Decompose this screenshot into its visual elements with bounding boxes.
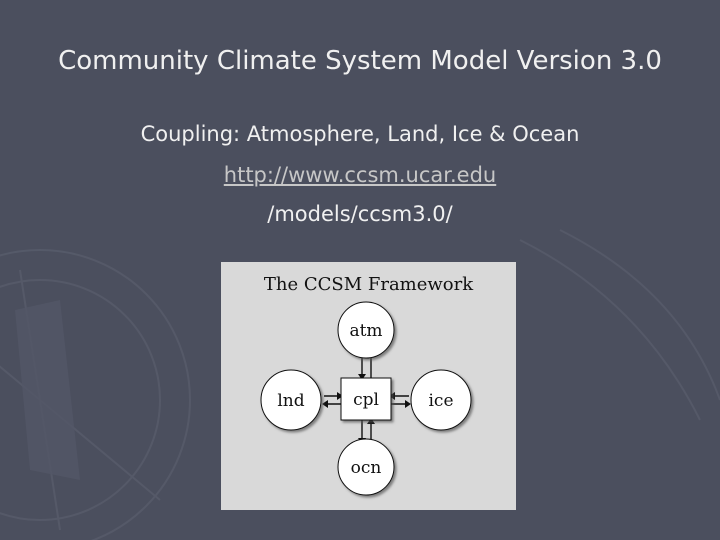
ccsm-link[interactable]: http://www.ccsm.ucar.edu [223,163,497,187]
figure-title: The CCSM Framework [263,274,474,295]
svg-text:ice: ice [428,391,454,411]
node-ice [411,370,471,430]
node-ocn [338,439,394,495]
svg-text:lnd: lnd [277,391,305,411]
coupling-text: Coupling: Atmosphere, Land, Ice & Ocean [140,122,580,146]
node-atm [338,302,394,358]
ccsm-framework-figure [221,262,516,510]
url-path-text: /models/ccsm3.0/ [267,202,453,226]
framework-diagram [221,262,516,510]
url-line [0,163,720,187]
node-lnd [261,370,321,430]
slide-title: Community Climate System Model Version 3.0 [58,46,662,76]
svg-text:ocn: ocn [350,458,382,478]
node-cpl [341,378,391,420]
svg-text:atm: atm [349,321,383,341]
svg-text:cpl: cpl [353,390,379,410]
